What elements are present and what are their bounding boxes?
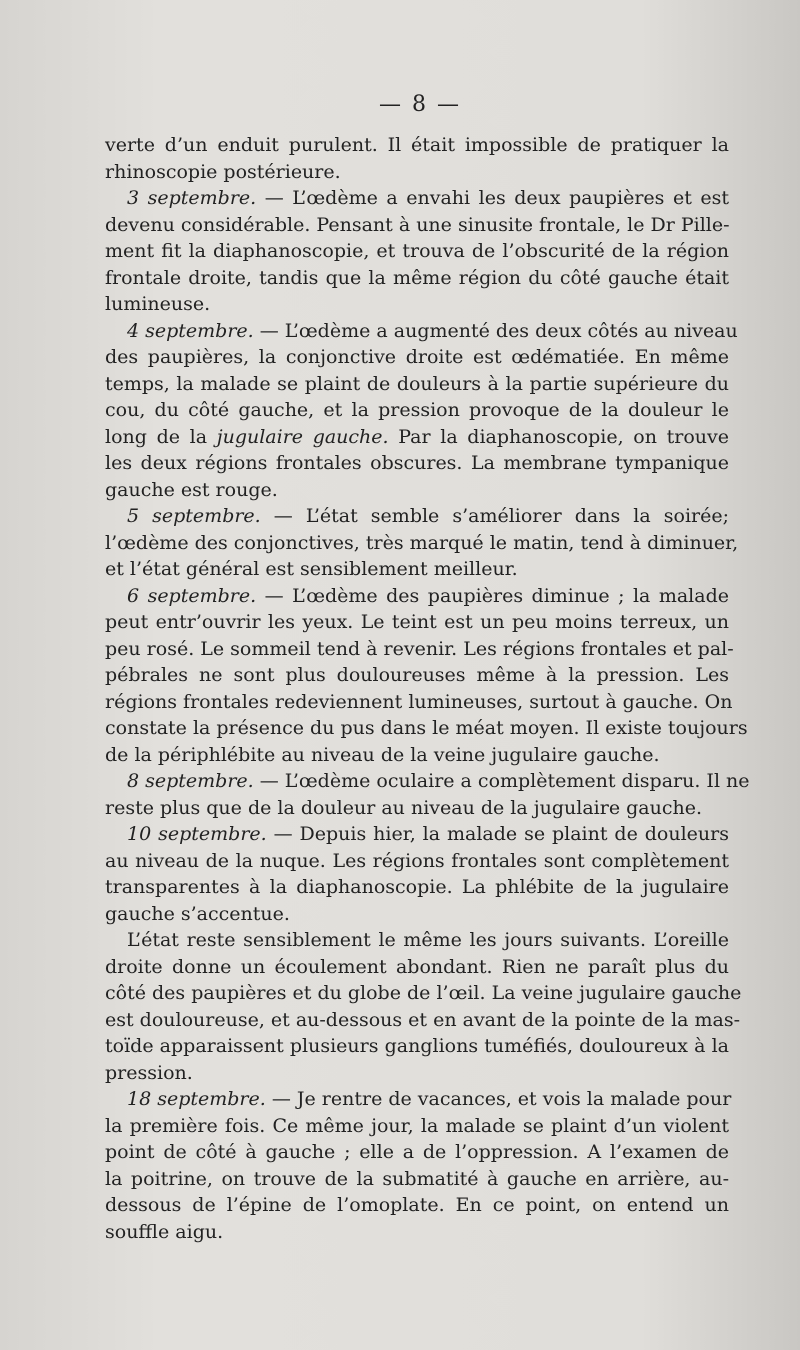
text-line <box>105 901 729 928</box>
line-text: — L’œdème des paupières diminue ; la malade <box>256 584 729 607</box>
line-text: ment fit la diaphanoscopie, et trouva de l’obscurité de la région <box>105 240 729 262</box>
line-text: — L’œdème a augmenté des deux côtés au niveau <box>253 319 738 342</box>
line-text: l’œdème des conjonctives, très marqué le matin, tend à diminuer, <box>105 531 739 554</box>
line-text: reste plus que de la douleur au niveau de la jugulaire gauche. <box>105 796 703 819</box>
line-text: régions frontales redeviennent lumineuses, surtout à gauche. On <box>105 690 733 713</box>
line-text: droite donne un écoulement abondant. Rien ne paraît plus du <box>105 955 729 978</box>
line-text: — L’état semble s’améliorer dans la soirée; <box>260 505 729 527</box>
line-text: — L’œdème a envahi les deux paupières et est <box>256 187 729 209</box>
text-line <box>105 954 729 981</box>
line-text: de la périphlébite au niveau de la veine jugulaire gauche. <box>105 743 660 766</box>
text-line <box>105 318 738 345</box>
line-text: — Je rentre de vacances, et vois la malade pour <box>265 1088 732 1110</box>
line-text: — L’œdème oculaire a complètement disparu. Il ne <box>253 770 750 792</box>
text-line <box>105 291 729 318</box>
body-text <box>105 132 750 1245</box>
line-text: long de la <box>105 425 217 448</box>
text-line <box>105 768 750 795</box>
line-text: verte d’un enduit purulent. Il était impossible de pratiquer la <box>105 134 729 156</box>
text-line <box>105 1113 729 1140</box>
line-text: dessous de l’épine de l’omoplate. En ce point, on entend un <box>105 1194 729 1216</box>
line-text: côté des paupières et du globe de l’œil. La veine jugulaire gauche <box>105 982 742 1004</box>
text-line <box>105 821 729 848</box>
text-line <box>105 371 729 398</box>
line-text: frontale droite, tandis que la même région du côté gauche était <box>105 266 729 289</box>
entry-date: 18 septembre. <box>127 1088 266 1110</box>
line-text: transparentes à la diaphanoscopie. La phlébite de la jugulaire <box>105 876 729 898</box>
text-line <box>105 530 739 557</box>
text-line <box>105 556 729 583</box>
text-line <box>105 1033 729 1060</box>
text-line <box>105 662 729 689</box>
text-line <box>105 795 729 822</box>
text-line <box>105 344 729 371</box>
text-line <box>105 927 729 954</box>
entry-date: 8 septembre. <box>127 770 254 792</box>
text-line <box>105 980 742 1007</box>
text-line <box>105 636 734 663</box>
entry-date: 3 septembre. <box>127 187 257 209</box>
text-line <box>105 1166 729 1193</box>
text-line <box>105 238 729 265</box>
line-text: — Depuis hier, la malade se plaint de douleurs <box>266 823 729 845</box>
line-text: toïde apparaissent plusieurs ganglions tuméfiés, douloureux à la <box>105 1035 729 1057</box>
text-line <box>105 185 729 212</box>
entry-date: 10 septembre. <box>127 823 267 845</box>
line-text: L’état reste sensiblement le même les jours suivants. L’oreille <box>127 929 729 951</box>
text-line <box>105 689 733 716</box>
line-text: cou, du côté gauche, et la pression provoque de la douleur le <box>105 399 729 421</box>
text-line <box>105 450 729 477</box>
emphasis-text: jugulaire gauche. <box>216 425 389 448</box>
line-text: lumineuse. <box>105 293 211 315</box>
line-text: peut entr’ouvrir les yeux. Le teint est un peu moins terreux, un <box>105 611 729 633</box>
entry-date: 5 septembre. <box>127 505 261 527</box>
line-text: gauche s’accentue. <box>105 902 290 925</box>
text-line <box>105 1060 729 1087</box>
text-line <box>105 848 729 875</box>
text-line <box>105 212 729 239</box>
text-line <box>105 477 729 504</box>
line-text: au niveau de la nuque. Les régions frontales sont complètement <box>105 849 729 872</box>
line-text: pression. <box>105 1061 193 1084</box>
text-line <box>105 424 729 451</box>
line-text: des paupières, la conjonctive droite est œdématiée. En même <box>105 346 729 368</box>
text-line <box>105 1139 729 1166</box>
line-text: pébrales ne sont plus douloureuses même à la pression. Les <box>105 664 729 686</box>
line-text: souffle aigu. <box>105 1220 224 1243</box>
line-text: rhinoscopie postérieure. <box>105 160 341 183</box>
entry-date: 4 septembre. <box>127 319 254 342</box>
text-line <box>105 503 729 530</box>
text-line <box>105 583 729 610</box>
text-line <box>105 159 729 186</box>
text-line <box>105 609 729 636</box>
line-text: Par la diaphanoscopie, on trouve <box>388 425 729 448</box>
text-line <box>105 1007 741 1034</box>
line-text: gauche est rouge. <box>105 478 278 501</box>
text-line <box>105 874 729 901</box>
text-line <box>105 265 729 292</box>
text-line <box>105 132 729 159</box>
page-number: — 8 — <box>379 92 461 117</box>
text-line <box>105 397 729 424</box>
line-text: point de côté à gauche ; elle a de l’oppression. A l’examen de <box>105 1141 729 1163</box>
text-line <box>105 715 748 742</box>
text-line <box>105 1219 729 1246</box>
line-text: les deux régions frontales obscures. La membrane tympanique <box>105 452 729 474</box>
line-text: temps, la malade se plaint de douleurs à la partie supérieure du <box>105 372 729 395</box>
line-text: et l’état général est sensiblement meilleur. <box>105 558 518 580</box>
line-text: la poitrine, on trouve de la submatité à gauche en arrière, au- <box>105 1167 729 1190</box>
line-text: la première fois. Ce même jour, la malade se plaint d’un violent <box>105 1114 729 1137</box>
text-line <box>105 1086 732 1113</box>
text-line <box>105 742 729 769</box>
line-text: constate la présence du pus dans le méat moyen. Il existe toujours <box>105 717 748 739</box>
text-line <box>105 1192 729 1219</box>
line-text: peu rosé. Le sommeil tend à revenir. Les régions frontales et pal- <box>105 637 734 660</box>
entry-date: 6 septembre. <box>127 584 257 607</box>
line-text: est douloureuse, et au-dessous et en avant de la pointe de la mas- <box>105 1008 741 1031</box>
line-text: devenu considérable. Pensant à une sinusite frontale, le Dr Pille- <box>105 213 730 236</box>
